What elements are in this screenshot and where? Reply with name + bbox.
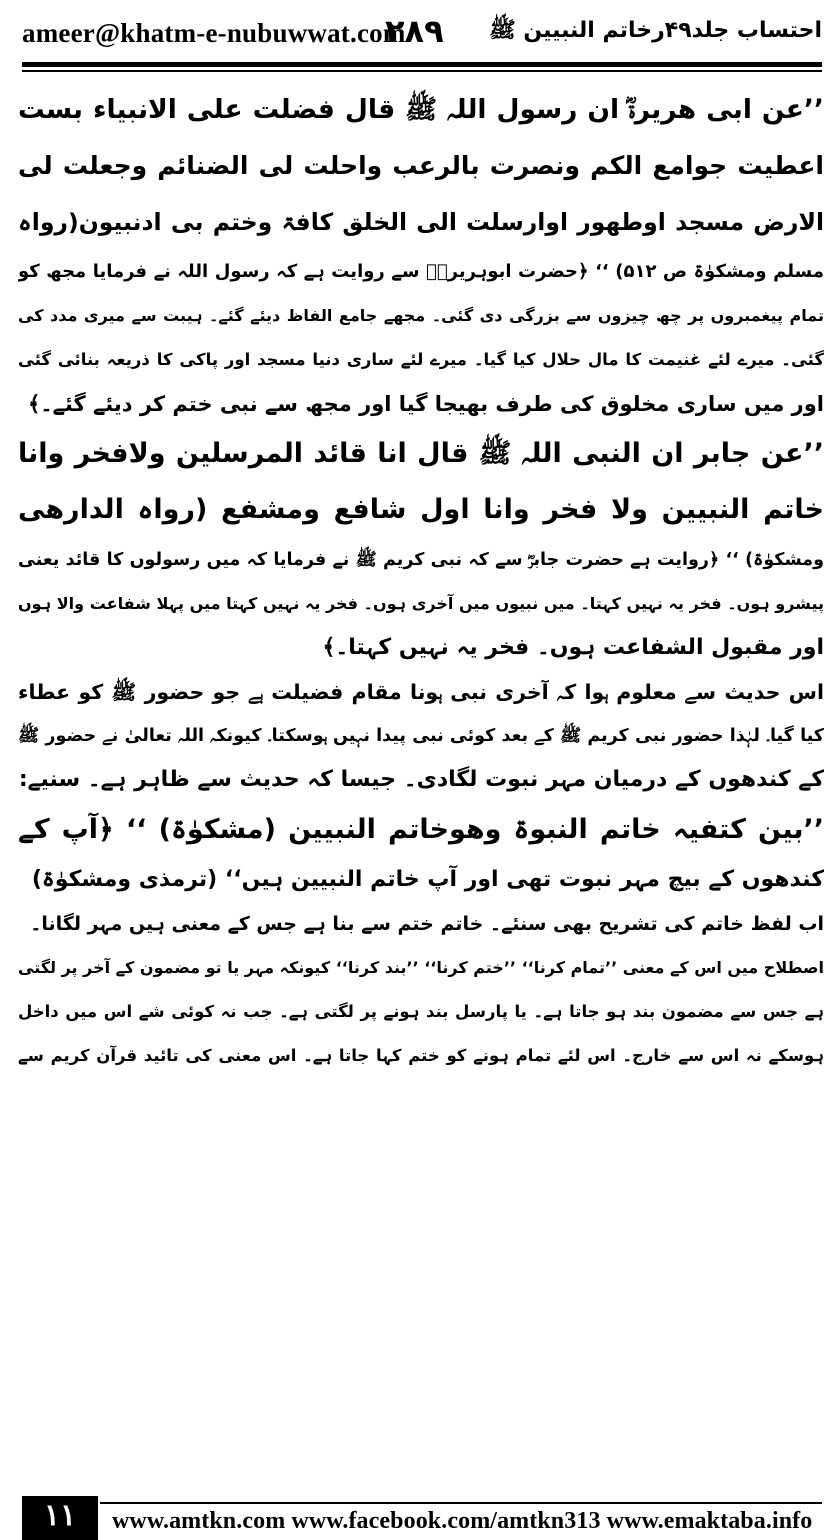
urdu-text-line: اب لفظ خاتم کی تشریح بھی سنئے۔ خاتم ختم سے بنا ہے جس کے معنی ہیں مہر لگانا۔	[30, 913, 824, 935]
arabic-text-line: اعطیت جوامع الکم ونصرت بالرعب واحلت لی الضنائم وجعلت لی	[18, 151, 824, 180]
urdu-text-line: ہوسکے نہ اس سے خارج۔ اس لئے تمام ہونے کو ختم کہا جاتا ہے۔ اس معنی کی تائید قرآن کریم سے	[18, 1046, 824, 1065]
urdu-text-line: مسلم ومشکوٰۃ ص ۵۱۲) ‘‘ ﴿حضرت ابوہریرہؓ سے روایت ہے کہ رسول اللہ نے فرمایا مجھ کو	[18, 261, 824, 282]
arabic-text-line: ’’بین کتفیہ خاتم النبوۃ وھوخاتم النبیین (مشکوٰۃ) ‘‘ ﴿آپ کے	[18, 814, 824, 845]
urdu-text-line: ومشکوٰۃ) ‘‘ ﴿روایت ہے حضرت جابرؓ سے کہ نبی کریم ﷺ نے فرمایا کہ میں رسولوں کا قائد یعنی	[18, 550, 824, 570]
urdu-text-line: کندھوں کے بیچ مہر نبوت تھی اور آپ خاتم النبیین ہیں‘‘ (ترمذی ومشکوٰۃ)	[31, 867, 824, 892]
urdu-text-line: اس حدیث سے معلوم ہوا کہ آخری نبی ہونا مقام فضیلت ہے جو حضور ﷺ کو عطاء	[18, 680, 824, 704]
arabic-text-line: ’’عن ابی ھریرۃؓ ان رسول اللہ ﷺ قال فضلت علی الانبیاء بست	[18, 94, 824, 125]
urdu-text-line: ہے جس سے مضمون بند ہو جاتا ہے۔ یا پارسل بند ہونے پر لگتی ہے۔ جب نہ کوئی شے اس میں داخل	[18, 1002, 824, 1021]
urdu-text-line: اور میں ساری مخلوق کی طرف بھیجا گیا اور مجھ سے نبی ختم کر دیئے گئے۔﴾	[27, 392, 824, 416]
urdu-text-line: پیشرو ہوں۔ فخر یہ نہیں کہتا۔ میں نبیوں میں آخری ہوں۔ فخر یہ نہیں کہتا میں پہلا شفاعت والا ہوں	[18, 594, 824, 613]
footer-links: www.amtkn.com www.facebook.com/amtkn313 www.emaktaba.info	[112, 1508, 813, 1534]
header-rule-thick	[22, 62, 822, 67]
page-header	[0, 0, 840, 70]
arabic-text-line: الارض مسجد اوطھور اوارسلت الی الخلق کافۃ وختم بی ادنبیون(رواہ	[18, 208, 824, 236]
header-rule-thin	[22, 70, 822, 72]
page-footer	[0, 1486, 840, 1540]
arabic-text-line: ’’عن جابر ان النبی اللہ ﷺ قال انا قائد المرسلین ولافخر وانا	[18, 438, 824, 469]
footer-page-badge: ۱۱	[43, 1499, 77, 1532]
footer-rule	[100, 1502, 822, 1504]
urdu-text-line: تمام پیغمبروں پر چھ چیزوں سے بزرگی دی گئی۔ مجھے جامع الفاظ دیئے گئے۔ ہیبت سے میری مدد کی	[18, 306, 824, 325]
header-email: ameer@khatm-e-nubuwwat.com	[22, 18, 406, 48]
page-body	[18, 82, 824, 1472]
running-title: احتساب جلد۴۹رخاتم النبیین ﷺ	[489, 18, 822, 43]
urdu-text-line: اور مقبول الشفاعت ہوں۔ فخر یہ نہیں کہتا۔﴾	[322, 635, 824, 660]
urdu-text-line: کیا گیا۔ لہٰذا حضور نبی کریم ﷺ کے بعد کوئی نبی پیدا نہیں ہوسکتا۔ کیونکہ اللہ تعالیٰ نے حضور ﷺ	[18, 726, 824, 746]
arabic-text-line: خاتم النبیین ولا فخر وانا اول شافع ومشفع (رواہ الدارھی	[18, 494, 824, 525]
urdu-text-line: اصطلاح میں اس کے معنی ’’تمام کرنا‘‘ ’’ختم کرنا‘‘ ’’بند کرنا‘‘ کیونکہ مہر یا تو مضمون کے آخر پر لگتی	[18, 958, 824, 977]
urdu-text-line: کے کندھوں کے درمیان مہر نبوت لگادی۔ جیسا کہ حدیث سے ظاہر ہے۔ سنیے:	[18, 767, 824, 792]
page-number: ۲۸۹	[385, 12, 444, 50]
urdu-text-line: گئی۔ میرے لئے غنیمت کا مال حلال کیا گیا۔ میرے لئے ساری دنیا مسجد اور پاکی کا ذریعہ بنائی گئی	[18, 350, 824, 369]
